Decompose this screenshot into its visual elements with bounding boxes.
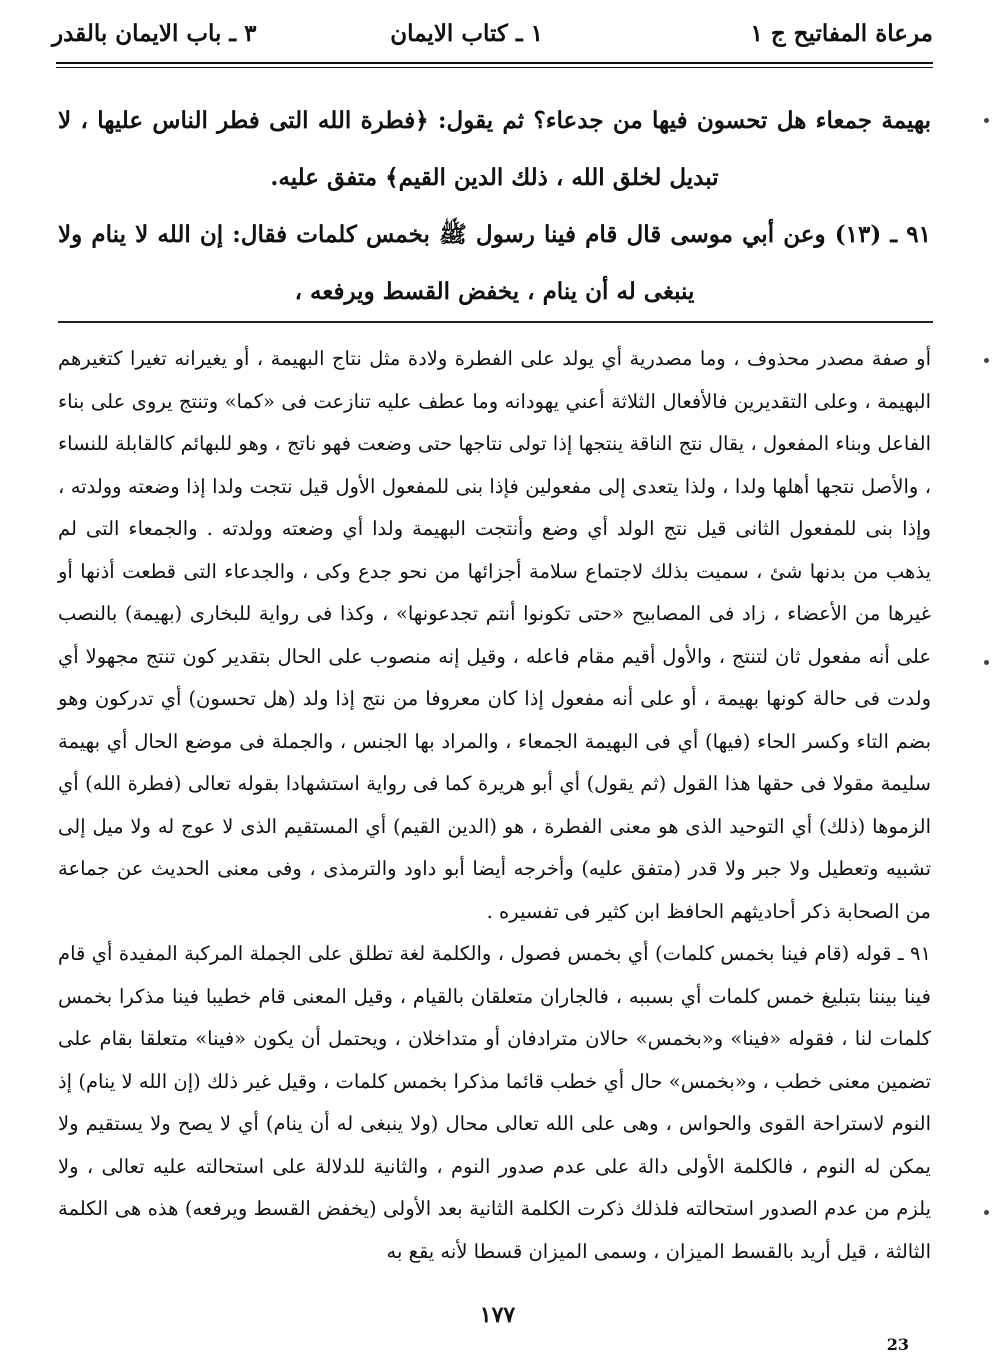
- margin-mark: [984, 118, 989, 123]
- hadith-text-block: [58, 92, 931, 320]
- commentary-paragraph: أو صفة مصدر محذوف ، وما مصدرية أي يولد على الفطرة ولادة مثل نتاج البهيمة ، أو يغيرانه تغيرا كتغيرهم البهيمة ، وعلى التقديرين فالأفعال الثلاثة أعني يهودانه وما عطف عليه تنازعت فى «كما» وتنتج يروى على بناء الفاعل وبناء المفعول ، يقال نتج الناقة ينتجها إذا تولى نتاجها حتى وضعت فهو ناتج ، وهو للبهائم كالقابلة للنساء ، والأصل نتجها أهلها ولدا ، ولذا يتعدى إلى مفعولين فإذا بنى للمفعول الأول قيل نتجت ولدا إذا وضعته وولدته ، وإذا بنى للمفعول الثانى قيل نتج الولد أي وضع وأنتجت البهيمة ولدا أي وضعته وولدته . والجمعاء التى لم يذهب من بدنها شئ ، سميت بذلك لاجتماع سلامة أجزائها من نحو جدع وكى ، والجدعاء التى قطعت أذنها أو غيرها من الأعضاء ، زاد فى المصابيح «حتى تكونوا أنتم تجدعونها» ، وكذا فى رواية للبخارى (بهيمة) بالنصب على أنه مفعول ثان لتنتج ، والأول أقيم مقام فاعله ، وقيل إنه منصوب على الحال بتقدير كون تنتج مجهولا أي ولدت فى حالة كونها بهيمة ، أو على أنه مفعول إذا كان معروفا من نتج إذا ولد (هل تحسون) أي تدركون وهو بضم التاء وكسر الحاء (فيها) أي فى البهيمة الجمعاء ، والمراد بها الجنس ، والجملة فى موضع الحال أي بهيمة سليمة مقولا فى حقها هذا القول (ثم يقول) أي أبو هريرة كما فى رواية استشهادا بقوله تعالى (فطرة الله) أي الزموها (ذلك) أي التوحيد الذى هو معنى الفطرة ، هو (الدين القيم) أي المستقيم الذى لا عوج له ولا ميل إلى تشبيه وتعطيل ولا جبر ولا قدر (متفق عليه) وأخرجه أيضا أبو داود والترمذى ، وفى معنى الحديث عن جماعة من الصحابة ذكر أحاديثهم الحافظ ابن كثير فى تفسيره .: [58, 347, 931, 923]
- commentary-divider: [58, 321, 933, 323]
- margin-mark: [984, 660, 989, 665]
- running-header: [52, 14, 933, 54]
- header-divider: [56, 62, 933, 68]
- footer-code: 23: [886, 1335, 909, 1354]
- hadith-paragraph: ٩١ ـ (١٣) وعن أبي موسى قال قام فينا رسول ﷺ بخمس كلمات فقال: إن الله لا ينام ولا ينبغى له أن ينام ، يخفض القسط ويرفعه ،: [58, 221, 932, 305]
- commentary-paragraph: ٩١ ـ قوله (قام فينا بخمس كلمات) أي بخمس فصول ، والكلمة لغة تطلق على الجملة المركبة المفيدة أي قام فينا بيننا بتبليغ خمس كلمات أي بسببه ، فالجاران متعلقان بالقيام ، وقيل المعنى قام خطيبا فينا مذكرا بخمس كلمات لنا ، فقوله «فينا» و«بخمس» حالان مترادفان أو متداخلان ، ويحتمل أن يكون «فينا» متعلقا بقام على تضمين معنى خطب ، و«بخمس» حال أي خطب قائما مذكرا بخمس كلمات ، وقيل غير ذلك (إن الله لا ينام) إذ النوم لاستراحة القوى والحواس ، وهى على الله تعالى محال (ولا ينبغى له أن ينام) أي لا يصح ولا يستقيم ولا يمكن له النوم ، فالكلمة الأولى دالة على عدم صدور النوم ، والثانية للدلالة على استحالته عليه تعالى ، ولا يلزم من عدم الصدور استحالته فلذلك ذكرت الكلمة الثانية بعد الأولى (يخفض القسط ويرفعه) هذه هى الكلمة الثالثة ، قيل أريد بالقسط الميزان ، وسمى الميزان قسطا لأنه يقع به: [58, 942, 931, 1263]
- hadith-paragraph: بهيمة جمعاء هل تحسون فيها من جدعاء؟ ثم يقول: ﴿فطرة الله التى فطر الناس عليها ، لا تبديل لخلق الله ، ذلك الدين القيم﴾ متفق عليه.: [58, 107, 931, 191]
- page-number: ١٧٧: [479, 1302, 516, 1328]
- book-title: مرعاة المفاتيح ج ١: [750, 20, 933, 47]
- margin-mark: [984, 358, 989, 363]
- chapter-title: ٣ ـ باب الايمان بالقدر: [52, 20, 257, 47]
- book-section: ١ ـ كتاب الايمان: [390, 20, 543, 47]
- commentary-block: [58, 338, 931, 1273]
- margin-mark: [984, 1210, 989, 1215]
